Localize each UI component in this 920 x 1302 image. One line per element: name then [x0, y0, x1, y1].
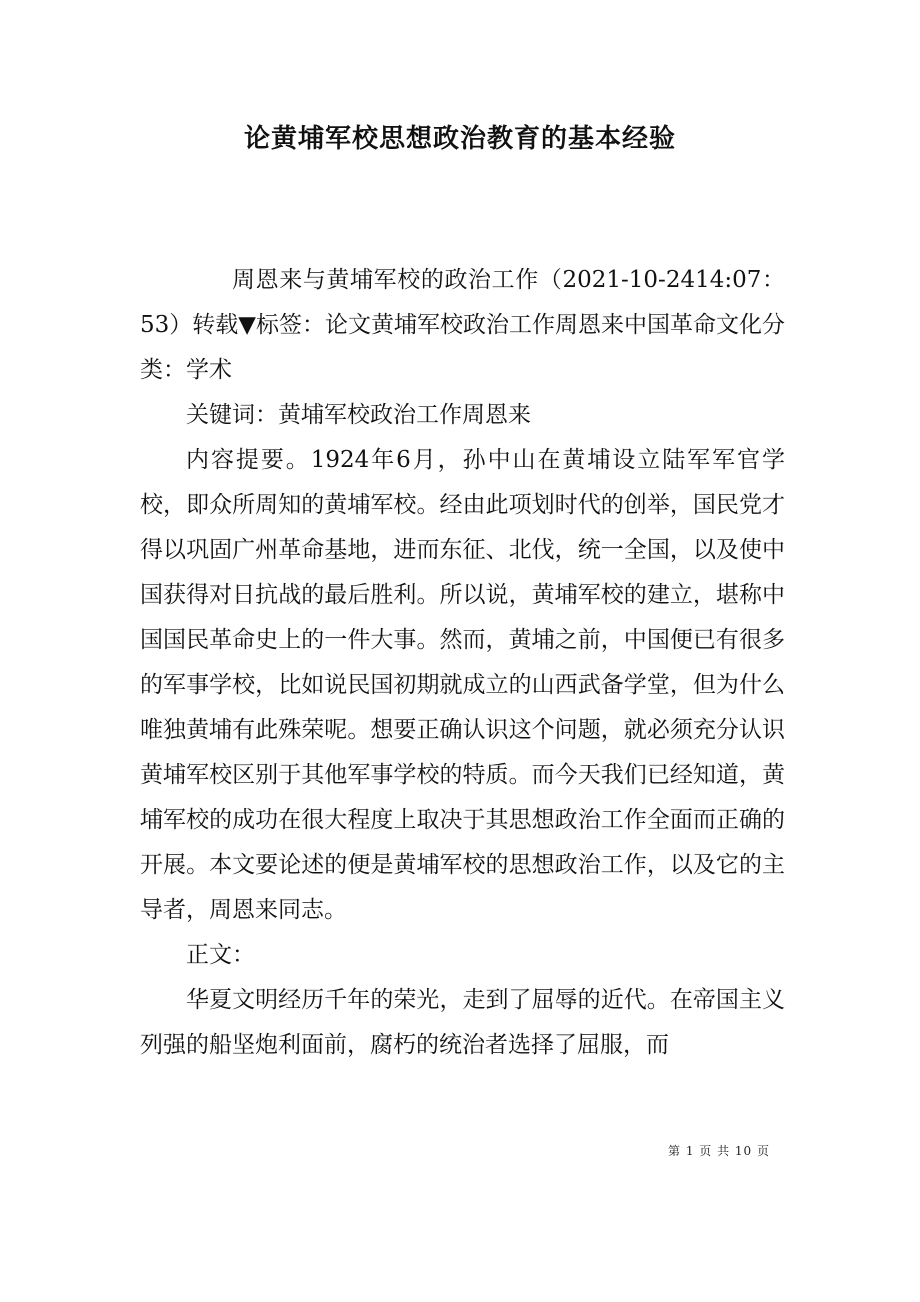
- main-text-paragraph: 华夏文明经历千年的荣光，走到了屈辱的近代。在帝国主义列强的船坚炮利面前，腐朽的统治者选择了屈服，而: [140, 987, 785, 1058]
- page-footer: [668, 1142, 770, 1159]
- abstract-paragraph: 内容提要。1924年6月，孙中山在黄埔设立陆军军官学校，即众所周知的黄埔军校。经由此项划时代的创举，国民党才得以巩固广州革命基地，进而东征、北伐，统一全国，以及使中国获得对日抗战的最后胜利。所以说，黄埔军校的建立，堪称中国国民革命史上的一件大事。然而，黄埔之前，中国便已有很多的军事学校，比如说民国初期就成立的山西武备学堂，但为什么唯独黄埔有此殊荣呢。想要正确认识这个问题，就必须充分认识黄埔军校区别于其他军事学校的特质。而今天我们已经知道，黄埔军校的成功在很大程度上取决于其思想政治工作全面而正确的开展。本文要论述的便是黄埔军校的思想政治工作，以及它的主导者，周恩来同志。: [140, 447, 785, 923]
- body-text: [140, 258, 785, 1068]
- keywords-paragraph: 关键词：黄埔军校政治工作周恩来: [186, 402, 531, 428]
- main-text-heading: 正文：: [186, 942, 255, 968]
- intro-paragraph: 周恩来与黄埔军校的政治工作（2021-10-2414:07：53）转载▼标签：论文黄埔军校政治工作周恩来中国革命文化分类：学术: [140, 267, 785, 383]
- page-number: 第 1 页 共 10 页: [668, 1144, 770, 1158]
- page-title: 论黄埔军校思想政治教育的基本经验: [243, 124, 676, 154]
